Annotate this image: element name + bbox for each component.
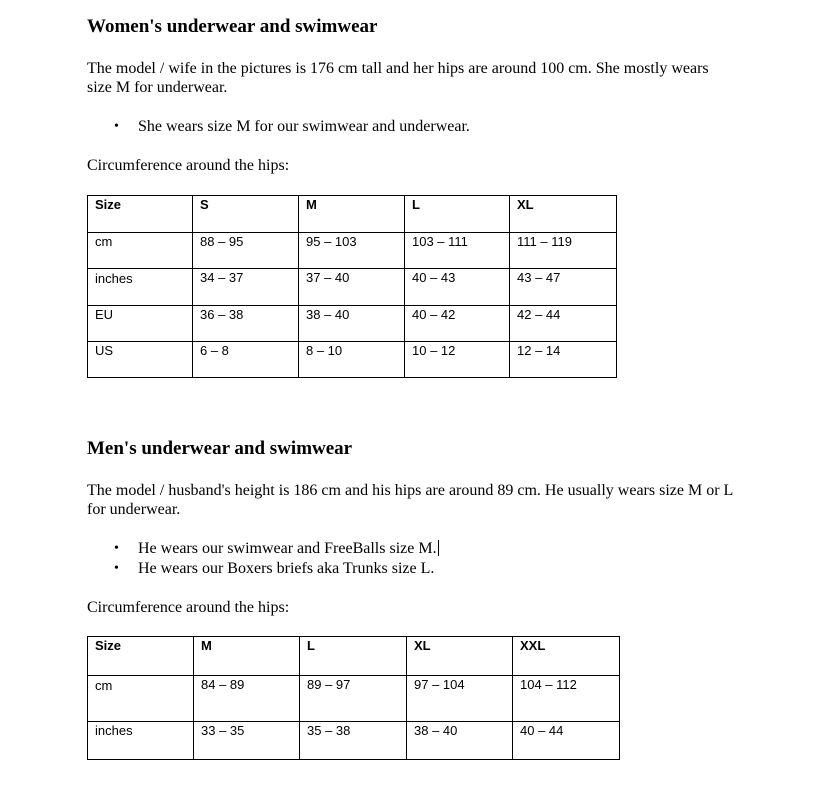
men-section-heading: Men's underwear and swimwear [87,438,353,459]
table-cell: EU [88,306,193,342]
table-cell: 35 – 38 [300,722,407,760]
table-header-cell: Size [88,637,194,676]
men-bullet-text[interactable]: He wears our swimwear and FreeBalls size M. [138,540,437,557]
table-header-cell: XL [407,637,513,676]
table-header-cell: XXL [513,637,620,676]
table-cell: 34 – 37 [193,269,299,306]
table-cell: 6 – 8 [193,342,299,378]
table-cell: 38 – 40 [407,722,513,760]
table-row [88,342,617,378]
table-cell: 103 – 111 [405,233,510,269]
table-cell: 84 – 89 [194,676,300,722]
table-cell: cm [88,233,193,269]
table-cell: 8 – 10 [299,342,405,378]
women-bullet-item [114,117,714,137]
men-bullet-item [114,559,714,579]
bullet-icon: • [114,119,119,134]
table-cell: US [88,342,193,378]
table-row [88,722,620,760]
table-header-cell: M [194,637,300,676]
table-cell: 40 – 43 [405,269,510,306]
table-cell: 88 – 95 [193,233,299,269]
table-header-cell: S [193,196,299,233]
table-cell: 111 – 119 [510,233,617,269]
table-cell: 95 – 103 [299,233,405,269]
table-cell: 43 – 47 [510,269,617,306]
table-header-cell: L [300,637,407,676]
men-bullet-text: He wears our Boxers briefs aka Trunks size L. [138,560,435,577]
table-cell: 36 – 38 [193,306,299,342]
table-header-cell: XL [510,196,617,233]
table-row [88,306,617,342]
table-row [88,233,617,269]
table-cell: 12 – 14 [510,342,617,378]
text-cursor [438,540,439,556]
table-row [88,676,620,722]
table-header-row [88,196,617,233]
bullet-icon: • [114,541,119,556]
table-header-row [88,637,620,676]
table-header-cell: Size [88,196,193,233]
table-cell: cm [88,676,194,722]
table-header-cell: L [405,196,510,233]
table-cell: 104 – 112 [513,676,620,722]
table-cell: 40 – 44 [513,722,620,760]
table-cell: 89 – 97 [300,676,407,722]
table-header-cell: M [299,196,405,233]
women-bullet-text: She wears size M for our swimwear and underwear. [138,118,470,135]
table-cell: 10 – 12 [405,342,510,378]
table-cell: inches [88,269,193,306]
table-cell: 33 – 35 [194,722,300,760]
table-cell: 97 – 104 [407,676,513,722]
table-cell: 40 – 42 [405,306,510,342]
men-bullet-item [114,539,714,559]
table-cell: 42 – 44 [510,306,617,342]
women-intro-paragraph: The model / wife in the pictures is 176 cm tall and her hips are around 100 cm. She mostly wears size M for underwear. [87,60,709,96]
table-cell: 37 – 40 [299,269,405,306]
men-intro-paragraph: The model / husband's height is 186 cm and his hips are around 89 cm. He usually wears size M or L for underwear. [87,482,733,518]
women-size-table [87,195,617,378]
women-section-heading: Women's underwear and swimwear [87,16,378,37]
table-row [88,269,617,306]
table-cell: inches [88,722,194,760]
men-size-table [87,636,620,760]
table-cell: 38 – 40 [299,306,405,342]
women-table-caption: Circumference around the hips: [87,157,290,174]
men-table-caption: Circumference around the hips: [87,599,290,616]
bullet-icon: • [114,561,119,576]
